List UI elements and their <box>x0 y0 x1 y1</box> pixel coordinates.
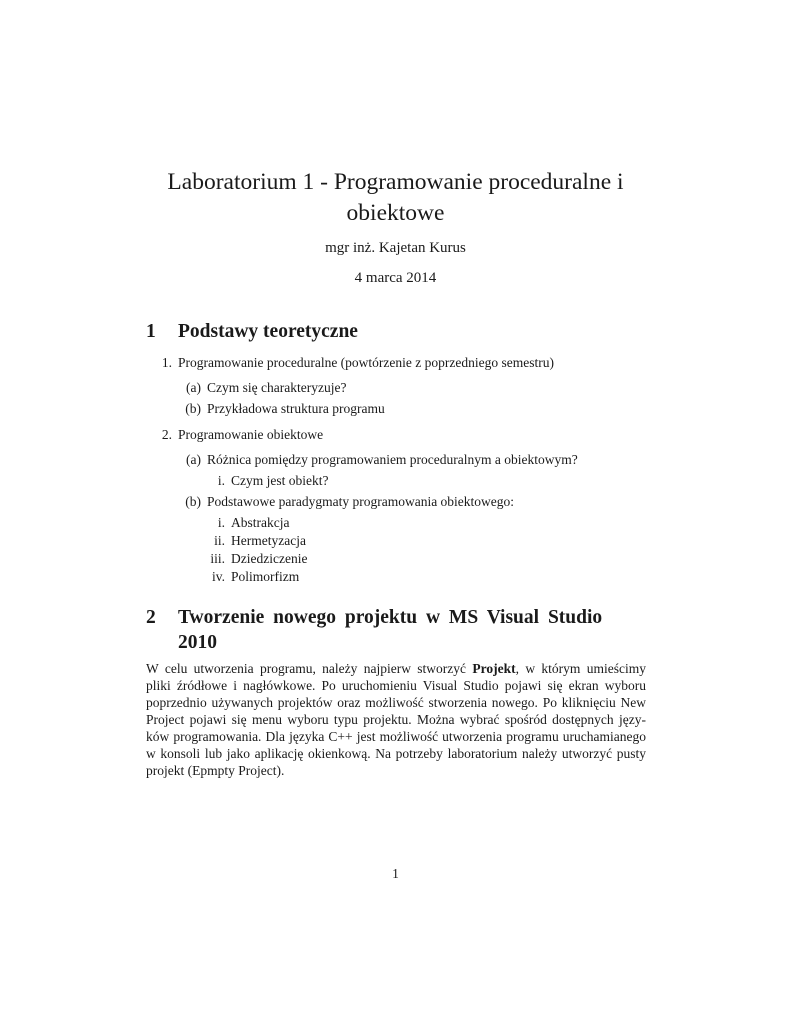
page-number: 1 <box>392 866 399 881</box>
sublist-item-marker: (a) <box>186 452 201 467</box>
sublist-item: Czym się charakteryzuje? <box>207 380 347 395</box>
sublist-item: Różnica pomiędzy programowaniem proceduralnym a obiektowym? <box>207 452 578 467</box>
paragraph-line: poprzednio używanych projektów oraz możliwość stworzenia nowego. Po kliknięciu New <box>146 695 646 710</box>
paragraph-bold-term: Projekt <box>472 661 516 676</box>
paragraph-text: , w którym umieścimy <box>515 661 646 676</box>
subsublist-item: Czym jest obiekt? <box>231 473 329 488</box>
section-2-paragraph <box>146 660 646 779</box>
subsublist-item: Hermetyzacja <box>231 533 306 548</box>
paragraph-line: projekt (Epmpty Project). <box>146 763 285 778</box>
list-item-marker: 1. <box>161 355 172 370</box>
list-item: Programowanie obiektowe <box>178 427 324 442</box>
sublist-item: Przykładowa struktura programu <box>207 401 385 416</box>
subsublist-item: Abstrakcja <box>231 515 290 530</box>
subsublist-item-marker: ii. <box>214 533 225 548</box>
paragraph-line: ków programowania. Dla języka C++ jest możliwość utworzenia programu uruchamianego <box>146 729 646 744</box>
sublist-item-marker: (b) <box>185 401 201 416</box>
list-item: Programowanie proceduralne (powtórzenie z poprzedniego semestru) <box>178 355 554 370</box>
section-1-number: 1 <box>146 321 156 342</box>
subsublist-item: Dziedziczenie <box>231 551 308 566</box>
sublist-item-marker: (a) <box>186 380 201 395</box>
sublist-item: Podstawowe paradygmaty programowania obiektowego: <box>207 494 515 509</box>
subsublist-item-marker: iii. <box>210 551 225 566</box>
paragraph-text: W celu utworzenia programu, należy najpierw stworzyć <box>146 661 473 676</box>
paragraph-line <box>146 660 646 677</box>
subsublist-item: Polimorfizm <box>231 569 300 584</box>
section-2-title-line-1: Tworzenie nowego projektu w MS Visual Studio <box>178 607 603 628</box>
list-item-marker: 2. <box>161 427 172 442</box>
document-author: mgr inż. Kajetan Kurus <box>325 240 466 256</box>
document-date: 4 marca 2014 <box>354 270 437 286</box>
sublist-item-marker: (b) <box>185 494 201 509</box>
subsublist-item-marker: i. <box>217 473 225 488</box>
subsublist-item-marker: iv. <box>212 569 225 584</box>
section-1-title: Podstawy teoretyczne <box>178 321 358 342</box>
document-title-line-2: obiektowe <box>346 200 445 226</box>
document-title <box>120 167 671 229</box>
subsublist-item-marker: i. <box>217 515 225 530</box>
section-2-title-line-2: 2010 <box>178 632 217 653</box>
document-title-line-1: Laboratorium 1 - Programowanie proceduralne i <box>167 169 624 195</box>
section-2-heading <box>146 605 646 655</box>
section-2-number: 2 <box>146 607 156 628</box>
paragraph-line: Project pojawi się menu wyboru typu projektu. Można wybrać spośród dostępnych języ- <box>146 712 646 727</box>
section-1-heading <box>146 319 646 344</box>
paragraph-line: w konsoli lub jako aplikację okienkową. Na potrzeby laboratorium należy utworzyć pusty <box>146 746 646 761</box>
paragraph-line: pliki źródłowe i nagłówkowe. Po uruchomieniu Visual Studio pojawi się ekran wyboru <box>146 678 646 693</box>
